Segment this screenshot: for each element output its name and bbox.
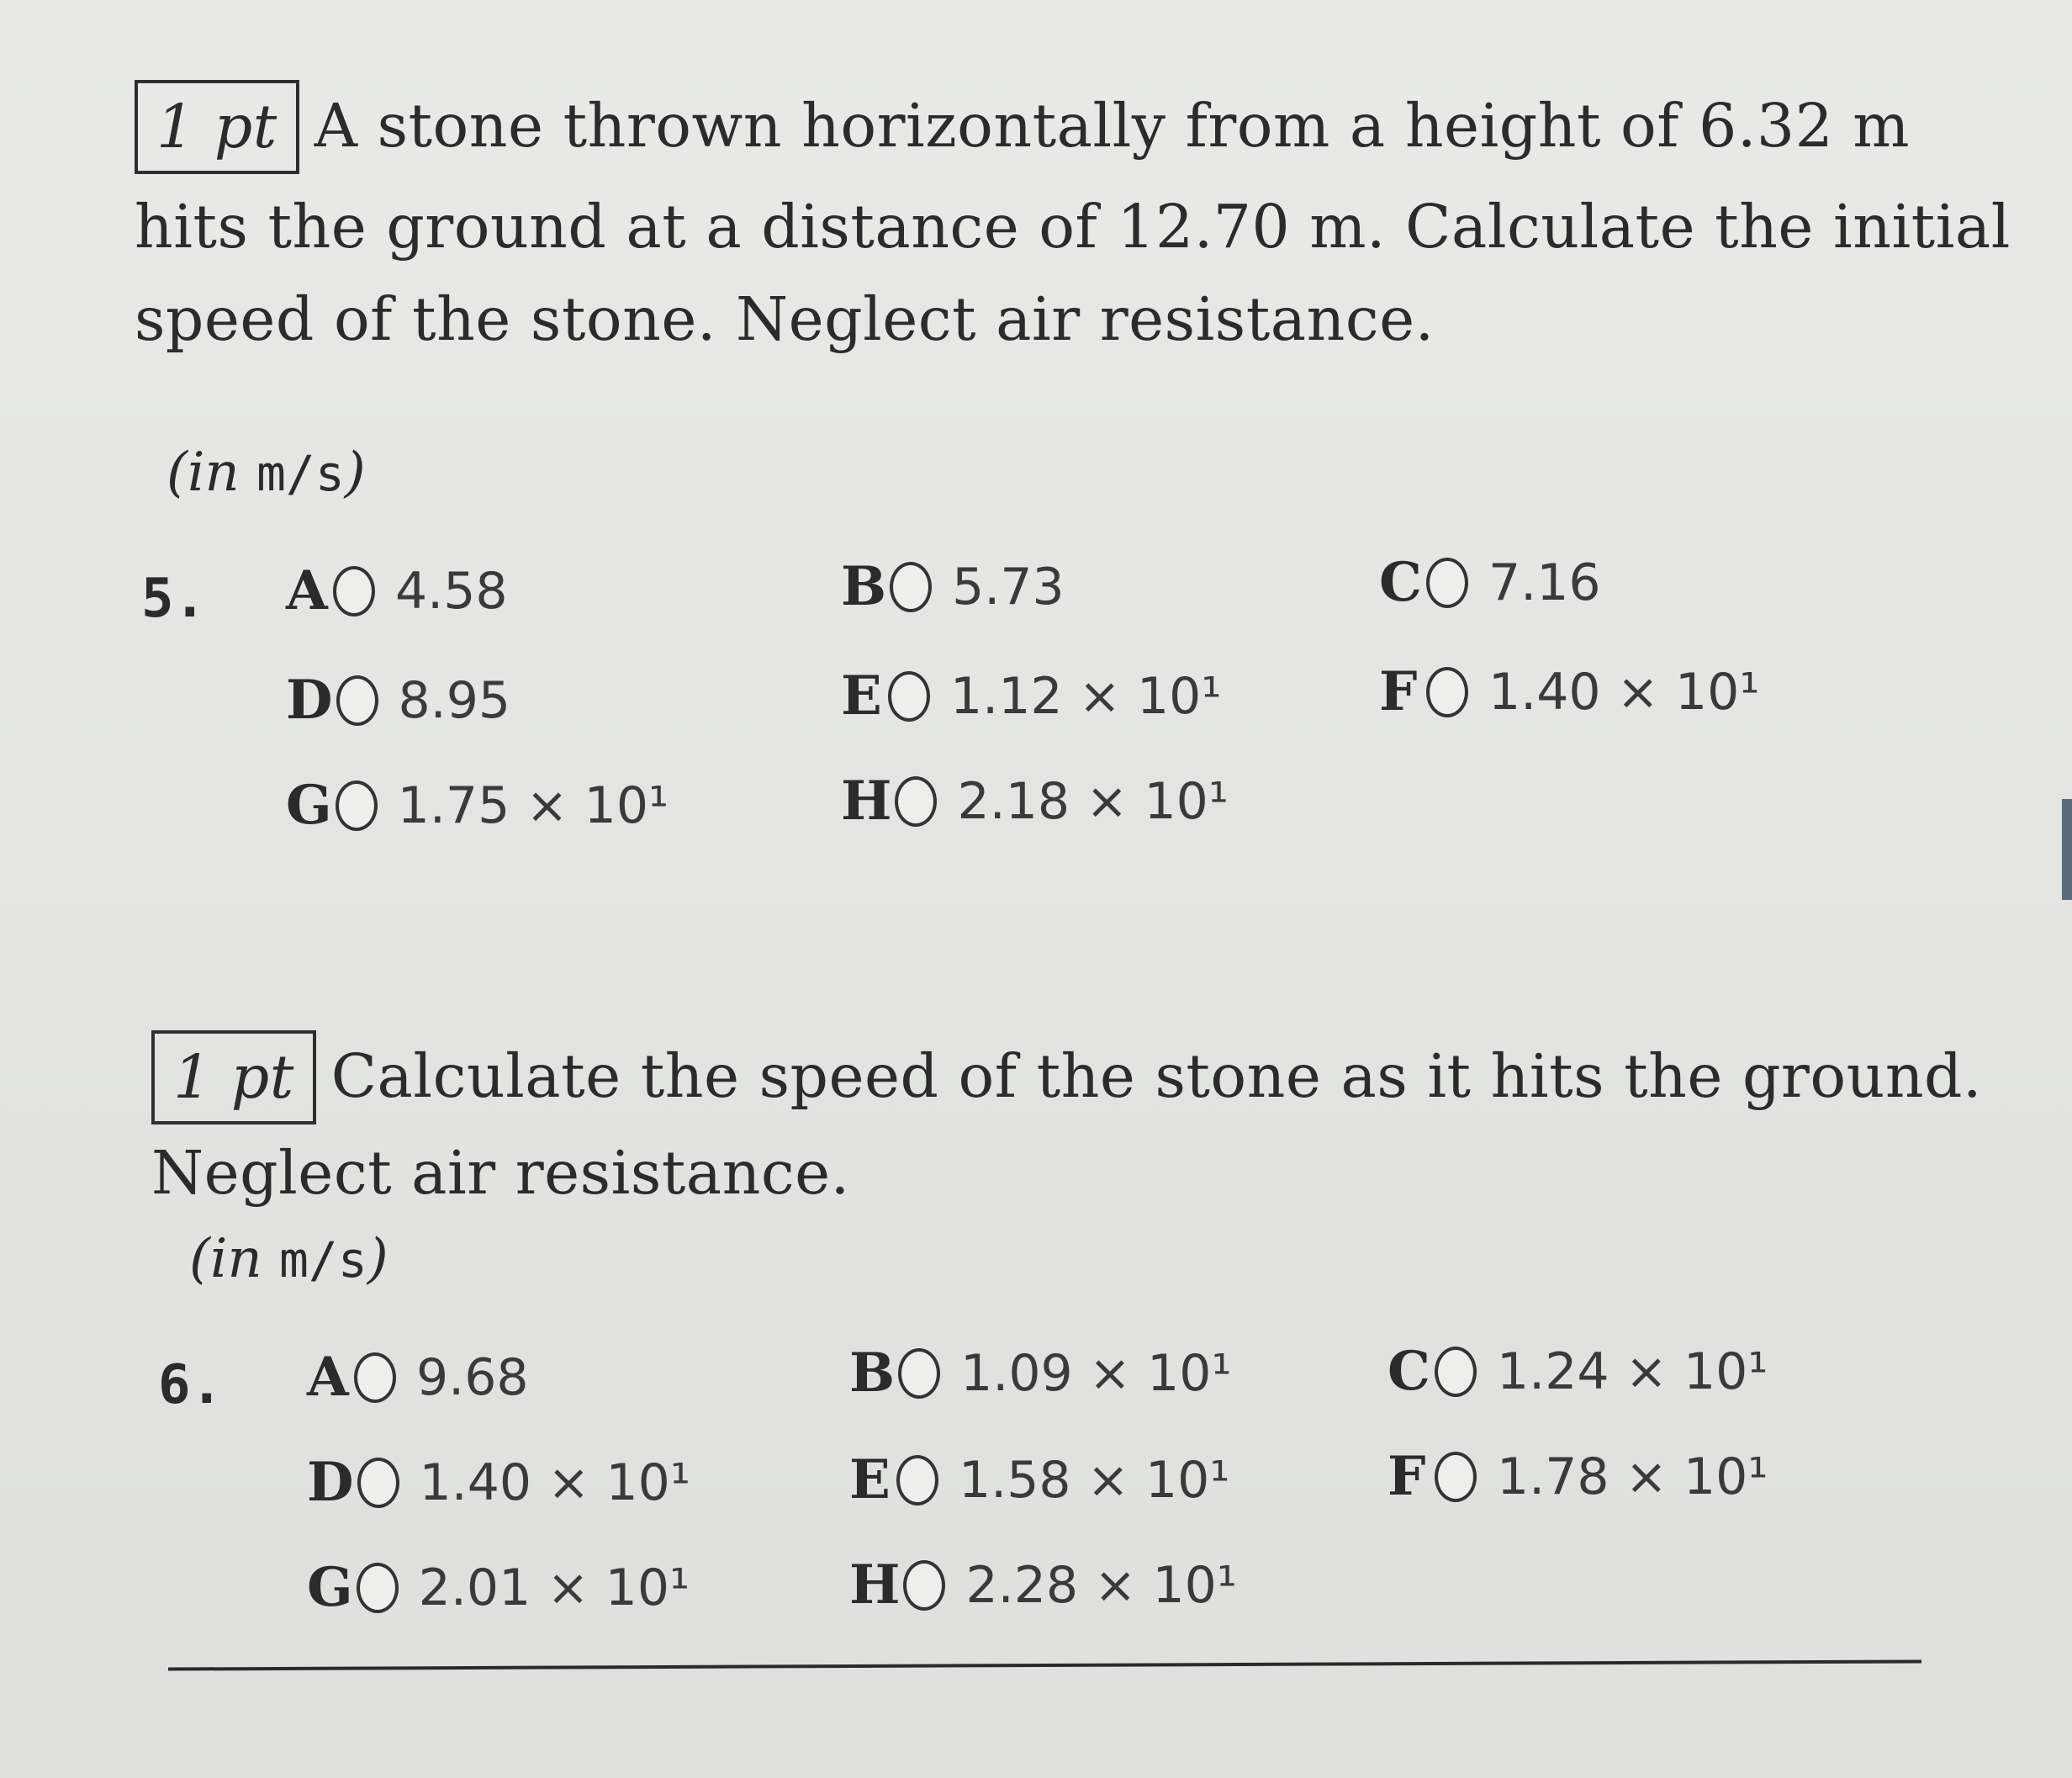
radio-button[interactable] xyxy=(357,1458,399,1508)
choice-a[interactable] xyxy=(307,1346,529,1409)
points-box: 1 pt xyxy=(135,80,299,174)
choice-letter: A xyxy=(307,1346,349,1409)
radio-button[interactable] xyxy=(336,675,378,726)
choice-value: 4.58 xyxy=(395,561,508,621)
stem-text: Calculate the speed of the stone as it hits the ground. xyxy=(330,1041,1983,1111)
choice-value: 1.78 × 10¹ xyxy=(1497,1447,1768,1506)
question-stem-line-1 xyxy=(151,1030,1982,1124)
radio-button[interactable] xyxy=(1426,667,1468,717)
right-edge-mark xyxy=(2062,799,2072,900)
question-stem-line-2: hits the ground at a distance of 12.70 m. Calculate the initial xyxy=(135,192,2011,262)
choice-value: 2.18 × 10¹ xyxy=(957,771,1229,831)
choice-value: 1.40 × 10¹ xyxy=(419,1453,690,1512)
choice-letter: F xyxy=(1388,1445,1426,1508)
choice-letter: G xyxy=(286,774,332,837)
choice-letter: G xyxy=(307,1556,353,1619)
choice-c[interactable] xyxy=(1388,1340,1768,1403)
choice-g[interactable] xyxy=(286,774,669,837)
units-label: (in m/s) xyxy=(189,1228,388,1290)
choice-letter: E xyxy=(849,1448,891,1511)
choice-value: 1.75 × 10¹ xyxy=(397,775,669,835)
question-number: 6. xyxy=(158,1354,224,1416)
units-label: (in m/s) xyxy=(166,442,366,504)
stem-text: A stone thrown horizontally from a height of 6.32 m xyxy=(314,91,1911,161)
radio-button[interactable] xyxy=(1435,1347,1477,1397)
choice-d[interactable] xyxy=(286,669,510,732)
question-stem-line-3: speed of the stone. Neglect air resistance. xyxy=(135,284,1435,354)
points-box: 1 pt xyxy=(151,1030,316,1124)
choice-letter: H xyxy=(849,1553,901,1617)
question-stem-line-1 xyxy=(135,80,1910,174)
choice-value: 1.12 × 10¹ xyxy=(950,666,1222,726)
choice-value: 1.09 × 10¹ xyxy=(960,1343,1232,1403)
bottom-divider xyxy=(168,1659,1921,1670)
choice-value: 1.24 × 10¹ xyxy=(1497,1341,1768,1401)
choice-d[interactable] xyxy=(307,1451,690,1514)
choice-c[interactable] xyxy=(1379,551,1601,614)
choice-letter: D xyxy=(307,1451,354,1514)
choice-value: 8.95 xyxy=(398,670,511,730)
choice-letter: C xyxy=(1388,1340,1430,1403)
choice-letter: B xyxy=(849,1341,896,1405)
choice-value: 7.16 xyxy=(1488,553,1601,612)
radio-button[interactable] xyxy=(895,776,937,827)
radio-button[interactable] xyxy=(898,1348,940,1399)
radio-button[interactable] xyxy=(888,671,930,722)
choice-value: 2.28 × 10¹ xyxy=(965,1555,1237,1615)
choice-letter: F xyxy=(1379,660,1418,723)
choice-b[interactable] xyxy=(841,555,1065,618)
choice-b[interactable] xyxy=(849,1341,1232,1405)
radio-button[interactable] xyxy=(903,1560,945,1611)
radio-button[interactable] xyxy=(336,781,378,831)
radio-button[interactable] xyxy=(357,1563,399,1613)
question-number: 5. xyxy=(141,568,207,630)
choice-value: 1.40 × 10¹ xyxy=(1488,662,1760,722)
choice-letter: B xyxy=(841,555,887,618)
choice-letter: A xyxy=(286,559,328,622)
choice-letter: D xyxy=(286,669,333,732)
choice-h[interactable] xyxy=(849,1553,1237,1617)
choice-h[interactable] xyxy=(841,770,1229,833)
radio-button[interactable] xyxy=(1435,1452,1477,1502)
choice-e[interactable] xyxy=(841,664,1221,728)
choice-e[interactable] xyxy=(849,1448,1229,1511)
choice-value: 5.73 xyxy=(952,557,1065,616)
choice-letter: C xyxy=(1379,551,1422,614)
radio-button[interactable] xyxy=(354,1352,396,1403)
radio-button[interactable] xyxy=(333,566,375,616)
choice-value: 1.58 × 10¹ xyxy=(959,1450,1230,1510)
choice-f[interactable] xyxy=(1379,660,1759,723)
radio-button[interactable] xyxy=(890,562,932,612)
radio-button[interactable] xyxy=(896,1455,938,1505)
choice-letter: E xyxy=(841,664,882,728)
choice-a[interactable] xyxy=(286,559,508,622)
choice-f[interactable] xyxy=(1388,1445,1768,1508)
choice-value: 9.68 xyxy=(416,1347,529,1407)
question-stem-line-2: Neglect air resistance. xyxy=(151,1138,850,1208)
choice-letter: H xyxy=(841,770,892,833)
radio-button[interactable] xyxy=(1426,558,1468,608)
choice-value: 2.01 × 10¹ xyxy=(418,1558,690,1617)
choice-g[interactable] xyxy=(307,1556,690,1619)
